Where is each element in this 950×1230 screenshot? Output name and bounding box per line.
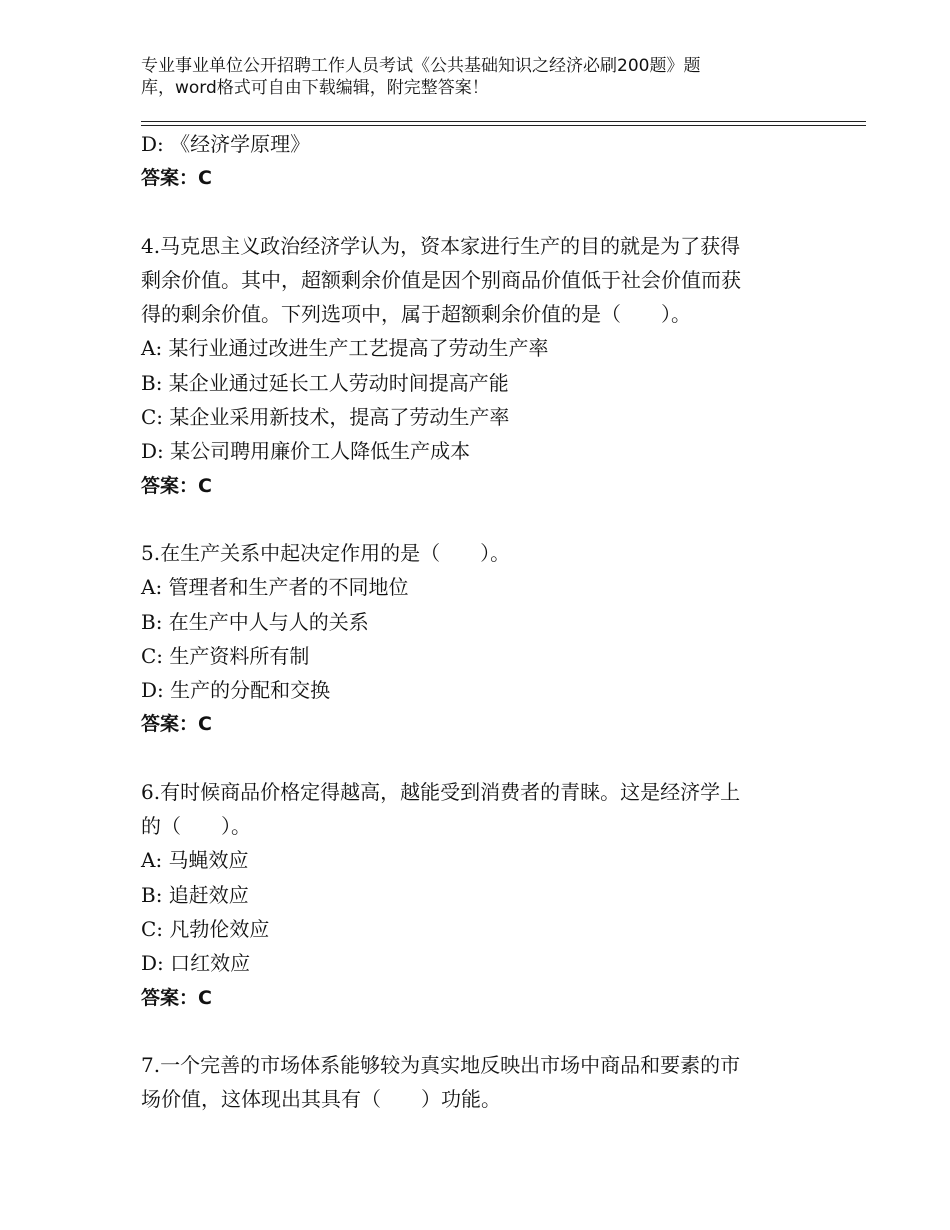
option-line: C: 生产资料所有制 <box>141 643 310 668</box>
option-line: D: 生产的分配和交换 <box>141 678 331 703</box>
answer-line: 答案：C <box>141 474 212 497</box>
option-line: D: 《经济学原理》 <box>141 132 311 156</box>
header-rule-top <box>141 121 866 122</box>
answer-line: 答案：C <box>141 986 212 1009</box>
question-text-line: 得的剩余价值。下列选项中，属于超额剩余价值的是（ ）。 <box>141 302 691 327</box>
document-header <box>141 55 801 99</box>
question-text-line: 剩余价值。其中，超额剩余价值是因个别商品价值低于社会价值而获 <box>141 267 741 292</box>
question-text-line: 场价值，这体现出其具有（ ）功能。 <box>141 1087 501 1112</box>
option-line: A: 某行业通过改进生产工艺提高了劳动生产率 <box>141 336 549 361</box>
option-line: C: 某企业采用新技术，提高了劳动生产率 <box>141 405 510 430</box>
answer-line: 答案：C <box>141 713 212 736</box>
option-line: A: 管理者和生产者的不同地位 <box>141 575 409 600</box>
paragraph-gap <box>141 503 841 536</box>
option-line: B: 追赶效应 <box>141 882 249 907</box>
option-line: B: 某企业通过延长工人劳动时间提高产能 <box>141 370 509 395</box>
question-text-line: 的（ ）。 <box>141 814 251 839</box>
answer-line: 答案：C <box>141 167 212 190</box>
option-line: C: 凡勃伦效应 <box>141 916 270 941</box>
option-line: B: 在生产中人与人的关系 <box>141 609 369 634</box>
paragraph-gap <box>141 742 841 775</box>
question-text-line: 6.有时候商品价格定得越高，越能受到消费者的青睐。这是经济学上 <box>141 779 741 804</box>
header-title-line-2: 库，word格式可自由下载编辑，附完整答案！ <box>141 78 489 98</box>
header-title-line-1: 专业事业单位公开招聘工作人员考试《公共基础知识之经济必刷200题》题 <box>141 56 701 76</box>
paragraph-gap <box>141 1015 841 1048</box>
question-text-line: 5.在生产关系中起决定作用的是（ ）。 <box>141 540 511 565</box>
header-rule-bottom <box>141 125 866 126</box>
document-body <box>141 127 841 1116</box>
question-text-line: 4.马克思主义政治经济学认为，资本家进行生产的目的就是为了获得 <box>141 233 741 258</box>
question-text-line: 7.一个完善的市场体系能够较为真实地反映出市场中商品和要素的市 <box>141 1052 741 1077</box>
paragraph-gap <box>141 196 841 229</box>
option-line: A: 马蝇效应 <box>141 848 249 873</box>
option-line: D: 口红效应 <box>141 951 251 976</box>
option-line: D: 某公司聘用廉价工人降低生产成本 <box>141 439 471 464</box>
